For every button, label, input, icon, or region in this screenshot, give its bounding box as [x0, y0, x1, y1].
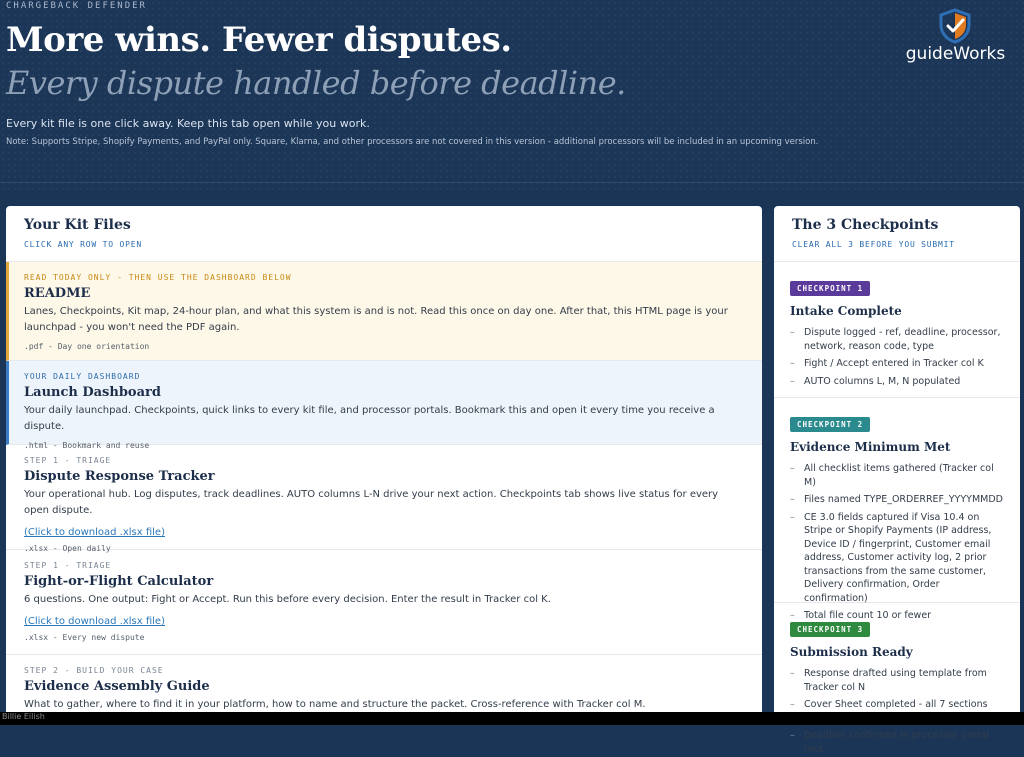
row-meta: .html - Bookmark and reuse [24, 441, 150, 450]
list-item: – AUTO columns L, M, N populated [790, 375, 1004, 389]
checkpoint-title: Intake Complete [790, 304, 902, 318]
list-item: – Files named TYPE_ORDERREF_YYYYMMDD [790, 493, 1004, 507]
checkpoint-3 [774, 603, 1020, 757]
row-tag: READ TODAY ONLY - THEN USE THE DASHBOARD BELOW [24, 273, 292, 282]
checkpoint-badge: CHECKPOINT 1 [790, 281, 870, 296]
hero-banner [0, 0, 1024, 190]
checkpoint-badge: CHECKPOINT 3 [790, 622, 870, 637]
checkpoints-panel [774, 206, 1020, 755]
download-xlsx-link[interactable]: (Click to download .xlsx file) [24, 527, 165, 538]
checkpoints-header [774, 206, 1020, 262]
hero-divider [0, 182, 1024, 183]
download-xlsx-link[interactable]: (Click to download .xlsx file) [24, 616, 165, 627]
hero-subtitle: Every kit file is one click away. Keep this tab open while you work. [6, 117, 370, 130]
shield-check-icon [935, 8, 975, 44]
kit-row-launch-dashboard[interactable] [6, 361, 762, 450]
row-title: Launch Dashboard [24, 385, 161, 400]
list-item: – CE 3.0 fields captured if Visa 10.4 on Stripe or Shopify Payments (IP address, Device ID / fingerprint, Customer email address, Customer activity log, 2 prior transactions from the same customer, Delivery confirmation, Order confirmation) [790, 511, 1004, 606]
taskbar [0, 712, 1024, 725]
list-item: – Dispute logged - ref, deadline, processor, network, reason code, type [790, 326, 1004, 353]
kit-row-fight-or-flight[interactable] [6, 550, 762, 655]
checkpoint-1 [774, 262, 1020, 398]
kit-files-panel [6, 206, 762, 725]
row-description: What to gather, where to find it in your platform, how to name and structure the packet. Cross-reference with Tracker col M. [24, 699, 646, 710]
checkpoints-subtitle: CLEAR ALL 3 BEFORE YOU SUBMIT [792, 240, 955, 249]
page-tagline: Every dispute handled before deadline. [6, 64, 626, 102]
row-description: Your daily launchpad. Checkpoints, quick links to every kit file, and processor portals. Bookmark this and open it every time you receive a dispute. [24, 405, 715, 432]
row-tag: STEP 2 - BUILD YOUR CASE [24, 666, 164, 675]
row-title: README [24, 286, 91, 301]
row-title: Dispute Response Tracker [24, 469, 215, 484]
list-item: – Deadline confirmed in processor portal (not [790, 729, 1004, 756]
list-item: – Cover Sheet completed - all 7 sections [790, 698, 1004, 725]
checkpoint-list [790, 326, 1004, 388]
row-description: Your operational hub. Log disputes, track deadlines. AUTO columns L-N drive your next action. Checkpoints tab shows live status for every open dispute. [24, 489, 719, 516]
checkpoint-2 [774, 398, 1020, 621]
logo-text: guideWorks [905, 44, 1006, 64]
eyebrow-label: CHARGEBACK DEFENDER [6, 1, 147, 11]
row-title: Evidence Assembly Guide [24, 679, 210, 694]
checkpoint-list [790, 462, 1004, 623]
row-meta: .xlsx - Open daily [24, 544, 111, 553]
row-meta: .pdf - Day one orientation [24, 342, 150, 351]
row-tag: YOUR DAILY DASHBOARD [24, 372, 141, 381]
list-item: – All checklist items gathered (Tracker col M) [790, 462, 1004, 489]
row-tag: STEP 1 - TRIAGE [24, 456, 112, 465]
row-title: Fight-or-Flight Calculator [24, 574, 214, 589]
kit-row-dispute-tracker[interactable] [6, 445, 762, 553]
page-title: More wins. Fewer disputes. [6, 20, 512, 60]
kit-row-readme[interactable] [6, 262, 762, 361]
list-item: – Total file count 10 or fewer [790, 609, 1004, 623]
row-description: Lanes, Checkpoints, Kit map, 24-hour plan, and what this system is and is not. Read this once on day one. After that, this HTML page is your launchpad - you won't need the PDF again. [24, 306, 728, 333]
row-description: 6 questions. One output: Fight or Accept. Run this before every decision. Enter the result in Tracker col K. [24, 594, 551, 605]
taskbar-label: Billie Eilish [2, 712, 45, 721]
checkpoints-title: The 3 Checkpoints [792, 217, 939, 233]
logo [893, 8, 1018, 68]
checkpoint-badge: CHECKPOINT 2 [790, 417, 870, 432]
checkpoint-title: Submission Ready [790, 645, 913, 659]
kit-files-subtitle: CLICK ANY ROW TO OPEN [24, 240, 142, 249]
list-item: – Fight / Accept entered in Tracker col K [790, 357, 1004, 371]
checkpoint-title: Evidence Minimum Met [790, 440, 951, 454]
kit-files-header [6, 206, 762, 262]
row-meta: .xlsx - Every new dispute [24, 633, 145, 642]
row-tag: STEP 1 - TRIAGE [24, 561, 112, 570]
list-item: – Response drafted using template from Tracker col N [790, 667, 1004, 694]
kit-files-title: Your Kit Files [24, 217, 131, 233]
processor-note: Note: Supports Stripe, Shopify Payments, and PayPal only. Square, Klarna, and other processors are not covered in this version - additional processors will be included in an upcoming version. [6, 137, 819, 147]
